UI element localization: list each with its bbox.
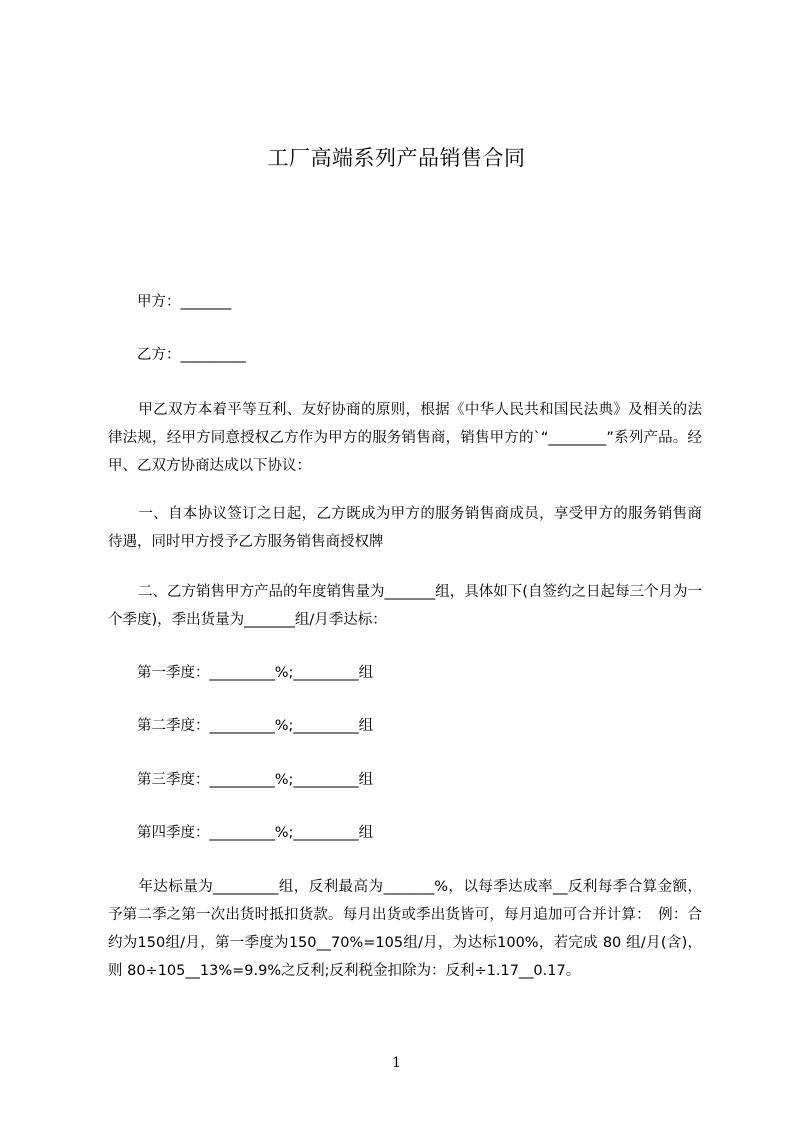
- annual-target-paragraph: [108, 873, 702, 985]
- quarter-2-line: 第二季度：_________%;_________组: [137, 718, 374, 734]
- page-number: 1: [392, 1055, 401, 1071]
- intro-text: 甲乙双方本着平等互利、友好协商的原则，根据《中华人民共和国民法典》及相关的法律法规，经甲方同意授权乙方作为甲方的服务销售商，销售甲方的`“________”系列产品。经甲、乙双方协商达成以下协议：: [108, 402, 702, 474]
- intro-paragraph: [108, 396, 702, 480]
- clause-2-text: 二、乙方销售甲方产品的年度销售量为_______组，具体如下(自签约之日起每三个月为一个季度)，季出货量为_______组/月季达标：: [108, 584, 702, 628]
- party-a-line: 甲方：_______: [137, 294, 232, 310]
- clause-2-paragraph: [108, 578, 702, 634]
- quarter-4-line: 第四季度：_________%;_________组: [137, 825, 374, 841]
- clause-1-paragraph: [108, 500, 702, 556]
- annual-target-text: 年达标量为_________组，反利最高为_______%，以每季达成率__反利每季合算金额，予第二季之第一次出货时抵扣货款。每月出货或季出货皆可，每月追加可合并计算： 例：合约为150组/月，第一季度为150__70%=105组/月，为达标100%，若完成 80 组/月(含)，则 80÷105__13%=9.9%之反利;反利税金扣除为：反利÷1.17__0.17。: [108, 879, 702, 979]
- quarter-3-line: 第三季度：_________%;_________组: [137, 772, 374, 788]
- document-title: 工厂高端系列产品销售合同: [267, 146, 526, 170]
- clause-1-text: 一、自本协议签订之日起，乙方既成为甲方的服务销售商成员，享受甲方的服务销售商待遇，同时甲方授予乙方服务销售商授权牌: [108, 506, 702, 550]
- quarter-1-line: 第一季度：_________%;_________组: [137, 665, 374, 681]
- party-b-line: 乙方：_________: [137, 347, 246, 363]
